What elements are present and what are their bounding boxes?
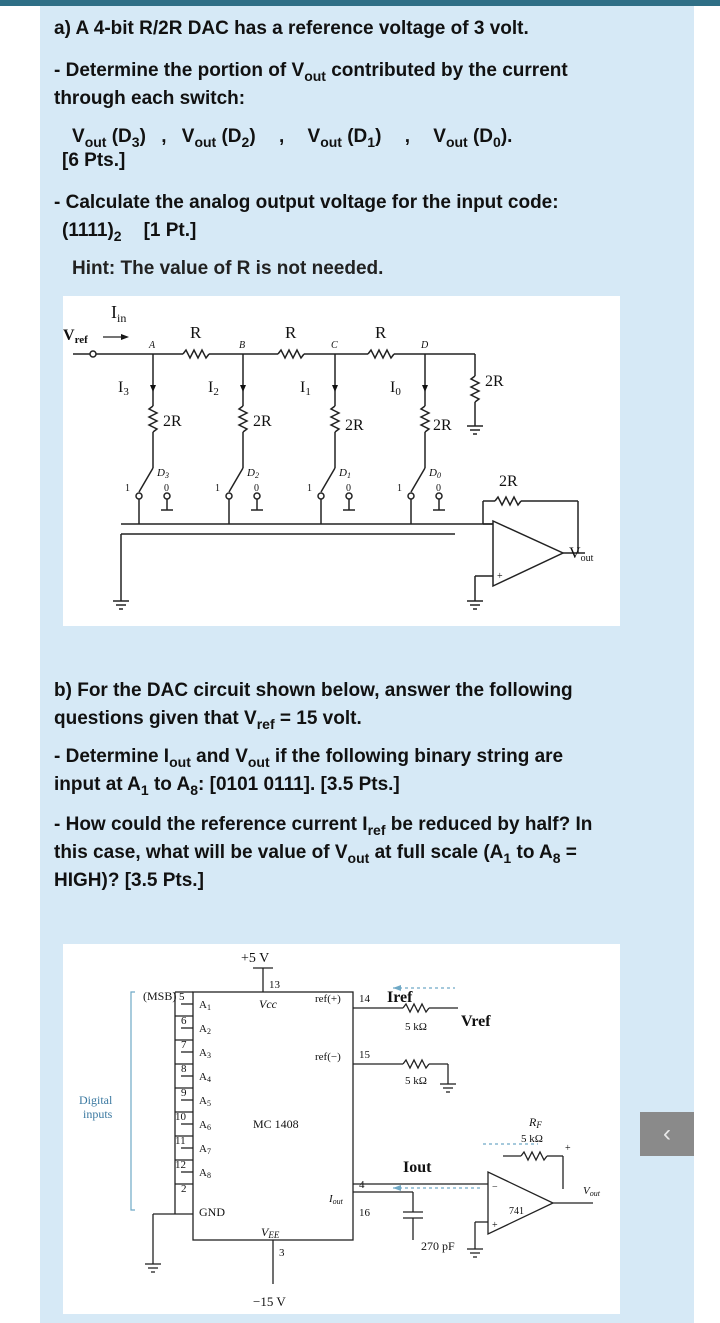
part-a-points: [6 Pts.] xyxy=(62,150,126,171)
svg-text:2R: 2R xyxy=(499,473,518,490)
svg-text:A8: A8 xyxy=(199,1167,211,1180)
svg-text:+5 V: +5 V xyxy=(241,951,270,966)
svg-text:GND: GND xyxy=(199,1205,225,1219)
svg-text:−15 V: −15 V xyxy=(253,1294,286,1309)
svg-text:1: 1 xyxy=(307,483,312,494)
svg-text:A4: A4 xyxy=(199,1071,211,1084)
svg-text:R: R xyxy=(375,323,387,342)
svg-text:Vref: Vref xyxy=(461,1013,491,1030)
part-a-line4: $(1111)_2$ [1 Pt.] xyxy=(62,220,197,244)
svg-text:1: 1 xyxy=(125,483,130,494)
svg-text:I0: I0 xyxy=(390,379,401,398)
scroll-up-button[interactable] xyxy=(640,1112,694,1156)
svg-text:(MSB): (MSB) xyxy=(143,989,177,1003)
svg-text:VEE: VEE xyxy=(261,1225,280,1240)
svg-text:1: 1 xyxy=(397,483,402,494)
svg-text:Vcc: Vcc xyxy=(259,997,277,1011)
part-b-line1: b) For the DAC circuit shown below, answer the following xyxy=(54,680,573,701)
svg-text:12: 12 xyxy=(175,1159,186,1171)
svg-text:A7: A7 xyxy=(199,1143,211,1156)
part-b-line5: - How could the reference current $I_{ref}$ be reduced by half? In xyxy=(54,814,593,838)
svg-text:0: 0 xyxy=(164,483,169,494)
svg-text:I3: I3 xyxy=(118,379,129,398)
svg-text:Iout: Iout xyxy=(329,1193,343,1206)
svg-text:Iref: Iref xyxy=(387,989,413,1006)
svg-text:14: 14 xyxy=(359,993,370,1005)
svg-text:D: D xyxy=(421,340,429,351)
svg-text:11: 11 xyxy=(175,1135,186,1147)
svg-text:2: 2 xyxy=(181,1183,187,1195)
part-a-title: a) A 4-bit R/2R DAC has a reference voltage of 3 volt. xyxy=(54,18,529,39)
svg-text:R: R xyxy=(285,323,297,342)
svg-text:inputs: inputs xyxy=(83,1107,113,1121)
svg-text:Vout: Vout xyxy=(569,545,594,564)
svg-text:Digital: Digital xyxy=(79,1093,113,1107)
svg-text:0: 0 xyxy=(254,483,259,494)
svg-text:0: 0 xyxy=(346,483,351,494)
svg-text:4: 4 xyxy=(359,1179,365,1191)
svg-text:B: B xyxy=(239,340,246,351)
chevron-left-icon: ‹ xyxy=(663,1120,671,1147)
svg-text:270 pF: 270 pF xyxy=(421,1239,455,1253)
part-a-line1: - Determine the portion of $V_{out}$ contributed by the current xyxy=(54,60,568,84)
part-b-line7: HIGH)? [3.5 Pts.] xyxy=(54,870,204,891)
part-a-line2: through each switch: xyxy=(54,88,246,109)
part-b-line2: questions given that $V_{ref} = 15$ volt. xyxy=(54,708,362,732)
svg-text:9: 9 xyxy=(181,1087,187,1099)
svg-text:+: + xyxy=(565,1143,571,1154)
part-a-hint: Hint: The value of R is not needed. xyxy=(72,258,384,279)
part-a-line3: - Calculate the analog output voltage for the input code: xyxy=(54,192,559,213)
svg-text:D0: D0 xyxy=(429,467,441,480)
svg-text:1: 1 xyxy=(215,483,220,494)
svg-text:Vref: Vref xyxy=(63,327,88,346)
svg-text:2R: 2R xyxy=(485,373,504,390)
svg-text:Iin: $I_{in}$ xyxy=(111,302,127,325)
svg-text:I1: I1 xyxy=(300,379,311,398)
svg-text:10: 10 xyxy=(175,1111,186,1123)
mc1408-schematic xyxy=(63,944,620,1314)
r2r-dac-figure xyxy=(63,296,620,626)
r2r-dac-schematic xyxy=(63,296,620,626)
svg-text:6: 6 xyxy=(181,1015,187,1027)
svg-text:0: 0 xyxy=(436,483,441,494)
svg-text:C: C xyxy=(331,340,338,351)
svg-text:D2: D2 xyxy=(247,467,259,480)
svg-text:A1: A1 xyxy=(199,999,211,1012)
svg-text:2R: 2R xyxy=(345,417,364,434)
svg-text:15: 15 xyxy=(359,1049,370,1061)
svg-text:ref(−): ref(−) xyxy=(315,1051,341,1063)
mc1408-dac-figure xyxy=(63,944,620,1314)
svg-text:Iout: Iout xyxy=(403,1159,432,1176)
svg-text:2R: 2R xyxy=(253,413,272,430)
svg-text:5 kΩ: 5 kΩ xyxy=(405,1075,427,1087)
svg-text:7: 7 xyxy=(181,1039,187,1051)
svg-text:I2: I2 xyxy=(208,379,219,398)
svg-text:3: 3 xyxy=(279,1247,285,1259)
svg-text:5 kΩ: 5 kΩ xyxy=(405,1021,427,1033)
svg-text:8: 8 xyxy=(181,1063,187,1075)
svg-text:A5: A5 xyxy=(199,1095,211,1108)
svg-text:D3: D3 xyxy=(157,467,169,480)
part-b-line6: this case, what will be value of $V_{out}$ at full scale ($A_1$ to $A_8$ = xyxy=(54,842,577,866)
svg-text:A2: A2 xyxy=(199,1023,211,1036)
svg-text:2R: 2R xyxy=(163,413,182,430)
svg-text:16: 16 xyxy=(359,1207,370,1219)
svg-text:741: 741 xyxy=(509,1206,524,1217)
part-b-line4: input at $A_1$ to $A_8$: [0101 0111]. [3.5 Pts.] xyxy=(54,774,400,798)
svg-text:A6: A6 xyxy=(199,1119,211,1132)
svg-text:ref(+): ref(+) xyxy=(315,993,341,1005)
svg-text:A: A xyxy=(149,340,156,351)
svg-text:D1: D1 xyxy=(339,467,351,480)
svg-text:5: 5 xyxy=(179,991,185,1003)
svg-text:5 kΩ: 5 kΩ xyxy=(521,1133,543,1145)
svg-text:2R: 2R xyxy=(433,417,452,434)
svg-text:R: R xyxy=(190,323,202,342)
svg-text:MC 1408: MC 1408 xyxy=(253,1117,299,1131)
svg-text:+: + xyxy=(492,1220,498,1231)
svg-text:A3: A3 xyxy=(199,1047,211,1060)
svg-text:RF: RF xyxy=(529,1115,542,1130)
svg-text:Vout: Vout xyxy=(583,1185,600,1198)
svg-text:13: 13 xyxy=(269,979,280,991)
vout-contribution-list: $V_{out}$ $(D_3)$ , $V_{out}$ $(D_2)$ , $V_{out}$ $(D_1)$ , $V_{out}$ $(D_0)$. xyxy=(72,126,513,150)
svg-text:−: − xyxy=(492,1182,498,1193)
svg-text:+: + xyxy=(497,571,503,582)
part-b-line3: - Determine $I_{out}$ and $V_{out}$ if the following binary string are xyxy=(54,746,564,770)
